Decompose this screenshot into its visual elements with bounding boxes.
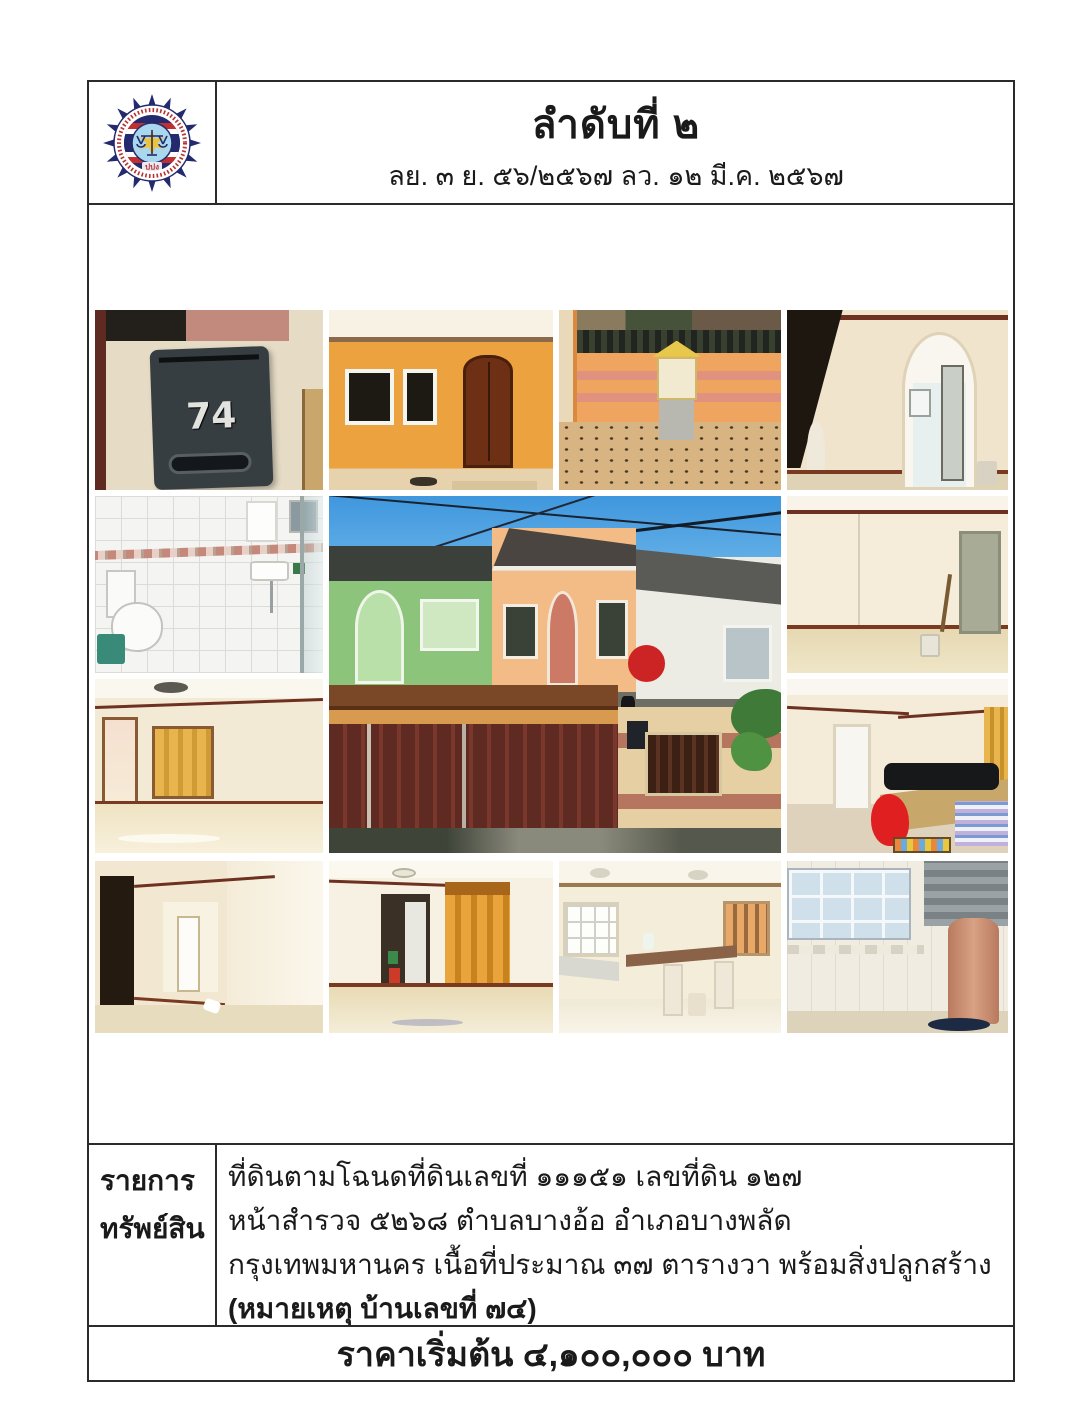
door-split bbox=[488, 362, 490, 461]
wooden-awning bbox=[329, 685, 618, 710]
slatted-window-grille bbox=[645, 732, 722, 796]
tile-border bbox=[787, 945, 924, 954]
terracotta-tank bbox=[948, 918, 999, 1025]
ceiling-fan bbox=[154, 682, 188, 692]
crown-trim bbox=[329, 879, 463, 887]
spirit-house bbox=[657, 357, 697, 400]
roller-shutter bbox=[924, 861, 1008, 926]
starting-price: ราคาเริ่มต้น ๔,๑๐๐,๐๐๐ บาท bbox=[89, 1325, 1013, 1380]
mail-slot bbox=[169, 452, 253, 475]
waste-bin bbox=[977, 461, 997, 484]
low-table bbox=[893, 837, 950, 853]
sink-pipe bbox=[270, 581, 273, 613]
white-house bbox=[636, 557, 781, 700]
far-window bbox=[909, 389, 931, 416]
door-opening bbox=[177, 916, 200, 992]
maroon-edge bbox=[95, 310, 106, 490]
property-line: หน้าสำรวจ ๕๒๖๘ ตำบลบางอ้อ อำเภอบางพลัด bbox=[228, 1205, 792, 1236]
bottles bbox=[643, 933, 654, 950]
maroon-gate bbox=[329, 724, 618, 828]
ceiling-lamp bbox=[688, 870, 708, 880]
satellite-dish bbox=[628, 645, 666, 682]
tile-border bbox=[95, 543, 323, 560]
photo-bedroom-red-beanbag bbox=[787, 679, 1008, 853]
wall-shelf bbox=[246, 501, 278, 542]
barred-window bbox=[345, 369, 394, 425]
photo-kitchen bbox=[559, 861, 781, 1033]
wood-strip bbox=[302, 389, 323, 490]
photo-room-yellow-curtains bbox=[95, 679, 323, 853]
photo-collage bbox=[95, 310, 1008, 1033]
curtain-valance bbox=[445, 882, 510, 895]
floor-clutter bbox=[410, 477, 437, 486]
curtained-window bbox=[152, 726, 214, 799]
house-number: 74 bbox=[185, 394, 237, 438]
property-line: กรุงเทพมหานคร เนื้อที่ประมาณ ๓๗ ตารางวา พร้อมสิ่งปลูกสร้าง bbox=[228, 1249, 992, 1280]
orange-curtains bbox=[445, 882, 510, 985]
far-door bbox=[941, 365, 965, 481]
white-house-window bbox=[723, 625, 772, 682]
fence-stripe bbox=[618, 794, 781, 809]
green-roof bbox=[329, 546, 492, 581]
ceiling bbox=[329, 861, 553, 878]
photo-house-front bbox=[329, 310, 553, 490]
property-note-line: (หมายเหตุ บ้านเลขที่ ๗๔) bbox=[228, 1293, 537, 1324]
pink-wall bbox=[186, 310, 289, 341]
photo-townhouse-facade bbox=[329, 496, 781, 853]
gray-door bbox=[959, 531, 1001, 634]
glass-block-wall bbox=[787, 868, 911, 940]
striped-bedding bbox=[955, 801, 1008, 846]
photo-hallway-curtains bbox=[329, 861, 553, 1033]
reference-number: ลย. ๓ ย. ๕๖/๒๕๖๗ ลว. ๑๒ มี.ค. ๒๕๖๗ bbox=[388, 161, 844, 191]
crown-trim bbox=[787, 510, 1008, 514]
green-baskets bbox=[97, 634, 124, 664]
concrete-driveway bbox=[329, 828, 781, 853]
photo-bathroom bbox=[95, 496, 323, 673]
white-door bbox=[833, 724, 871, 811]
seal-caption: ปปง bbox=[144, 162, 160, 171]
photo-courtyard-spirit-house bbox=[559, 310, 781, 490]
property-label-line2: ทรัพย์สิน bbox=[100, 1213, 205, 1244]
mailbox bbox=[150, 346, 273, 490]
amlo-seal-icon bbox=[102, 93, 202, 193]
gate-frame bbox=[367, 724, 371, 828]
dark-frame bbox=[95, 310, 186, 341]
wooden-door bbox=[463, 355, 512, 468]
ceiling bbox=[787, 679, 1008, 695]
waste-bin bbox=[688, 993, 706, 1015]
peach-window bbox=[596, 600, 628, 659]
red-item bbox=[389, 968, 400, 985]
green-arch-window bbox=[355, 590, 404, 684]
mail-slot-top bbox=[159, 355, 259, 363]
photo-glass-block-room bbox=[787, 861, 1008, 1033]
black-headboard bbox=[884, 763, 999, 791]
glossy-floor bbox=[329, 987, 553, 1033]
green-townhouse bbox=[329, 546, 492, 692]
roof-eave bbox=[329, 337, 553, 342]
sink bbox=[250, 561, 289, 580]
peach-townhouse bbox=[492, 528, 637, 692]
white-house-roof bbox=[636, 549, 781, 604]
title-cell bbox=[219, 82, 1013, 203]
crown-trim bbox=[95, 698, 323, 709]
green-item bbox=[388, 951, 398, 963]
photo-empty-room-door bbox=[787, 496, 1008, 673]
glossy-floor bbox=[95, 804, 323, 853]
shelf-unit bbox=[405, 902, 426, 989]
property-description-cell bbox=[219, 1145, 1013, 1325]
grid-window bbox=[563, 902, 619, 957]
green-window bbox=[420, 599, 479, 652]
photo-hallway-wardrobe bbox=[95, 861, 323, 1033]
floor bbox=[787, 629, 1008, 673]
arched-doorway bbox=[902, 332, 977, 490]
dark-doorway bbox=[381, 894, 430, 997]
auction-sheet bbox=[87, 80, 1015, 1382]
shrine-pedestal bbox=[659, 400, 695, 440]
side-counter bbox=[559, 956, 619, 981]
logo-cell bbox=[89, 82, 217, 203]
property-label-line1: รายการ bbox=[100, 1165, 195, 1196]
barred-window bbox=[403, 369, 437, 425]
broom bbox=[940, 574, 952, 632]
peach-roof-gable bbox=[492, 528, 637, 571]
door-step bbox=[452, 481, 537, 490]
photo-staircase-hall bbox=[787, 310, 1008, 490]
page-title: ลำดับที่ ๒ bbox=[531, 103, 701, 147]
ceiling bbox=[95, 679, 323, 698]
floor-reflection bbox=[118, 834, 221, 843]
wall-corner bbox=[858, 514, 860, 627]
glass-partition bbox=[300, 496, 323, 673]
property-row bbox=[89, 1143, 1013, 1325]
property-line: ที่ดินตามโฉนดที่ดินเลขที่ ๑๑๑๕๑ เลขที่ดิน ๑๒๗ bbox=[228, 1161, 803, 1192]
ceiling bbox=[787, 496, 1008, 510]
gate-frame bbox=[462, 724, 466, 828]
counter-leg bbox=[714, 961, 734, 1009]
counter-leg bbox=[663, 964, 683, 1016]
photo-mailbox-74 bbox=[95, 310, 323, 490]
header-row bbox=[89, 82, 1013, 205]
peach-arch-door bbox=[547, 591, 579, 686]
waste-bin bbox=[920, 634, 940, 657]
crown-trim bbox=[787, 705, 909, 715]
crown-trim bbox=[559, 883, 781, 886]
property-label-cell bbox=[89, 1145, 217, 1325]
dark-wardrobe bbox=[100, 876, 134, 1020]
peach-window bbox=[503, 604, 538, 660]
